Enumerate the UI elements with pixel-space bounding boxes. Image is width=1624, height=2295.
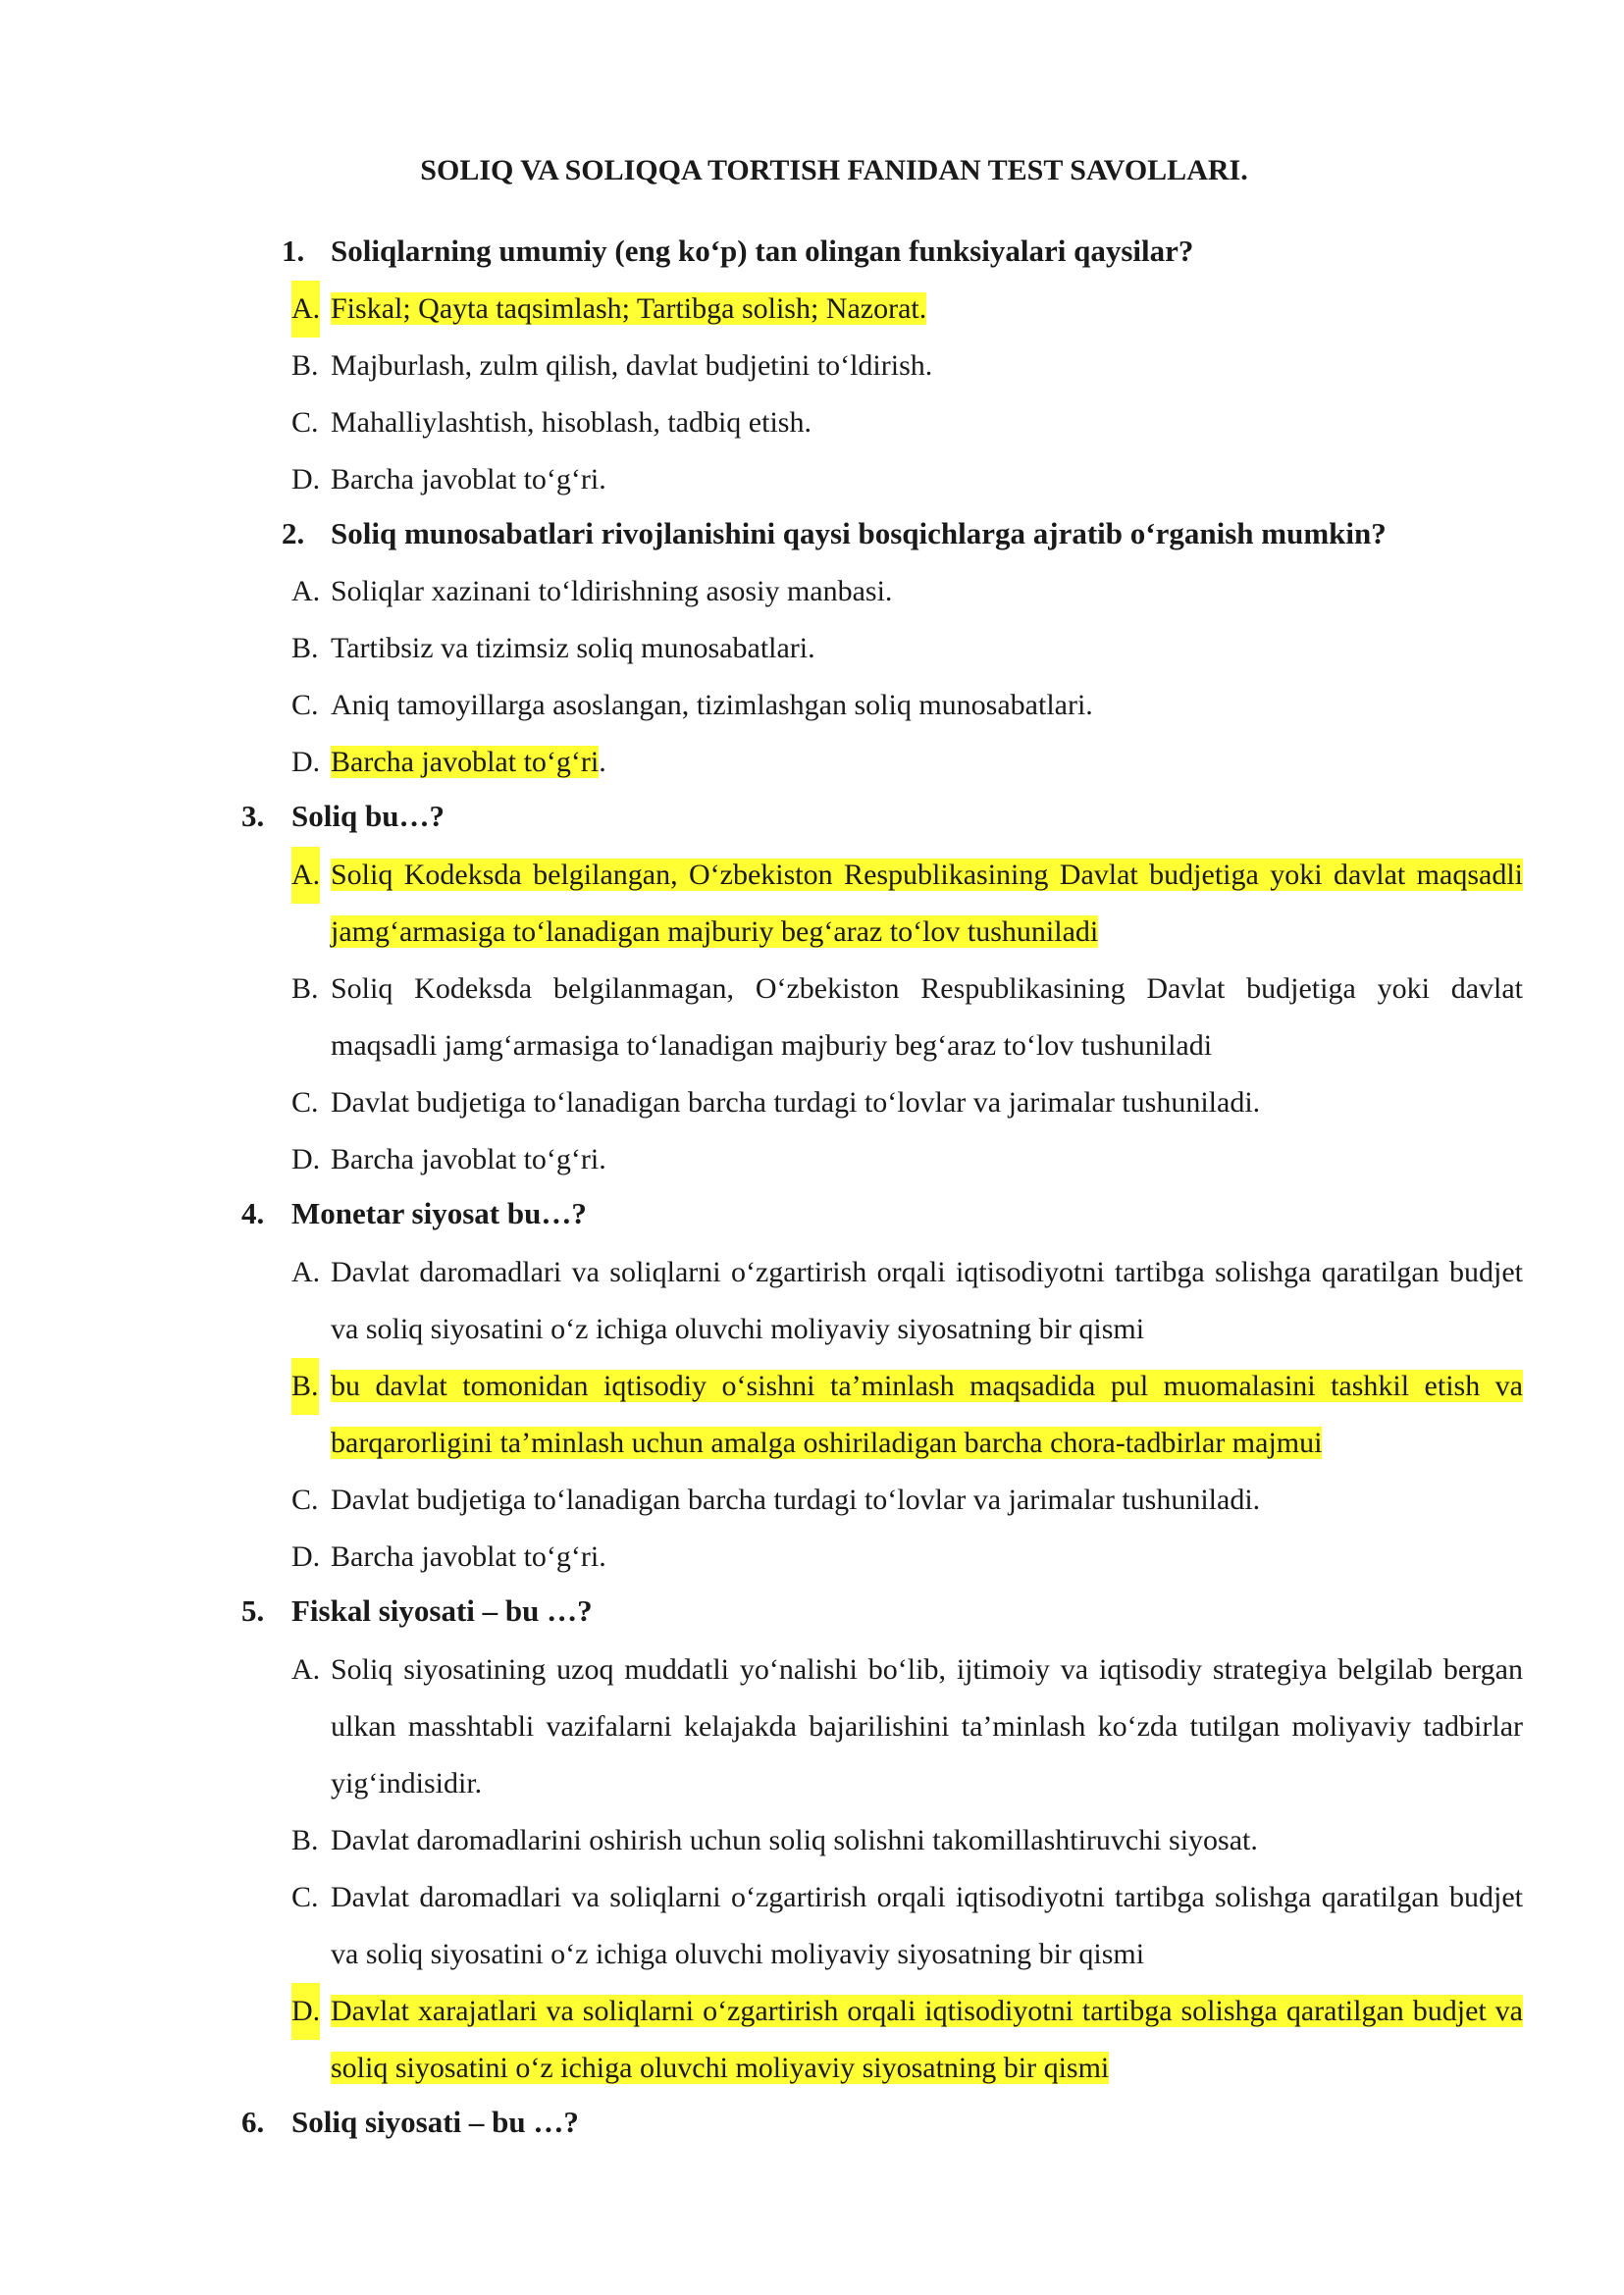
question-5 — [241, 1588, 593, 1635]
question-number: 6. — [241, 2105, 265, 2139]
option-letter: B. — [291, 1824, 319, 1856]
option-1b — [291, 338, 1523, 394]
question-number: 5. — [241, 1593, 265, 1628]
option-3d — [291, 1131, 1523, 1188]
option-text: Majburlash, zulm qilish, davlat budjetini to‘ldirish. — [331, 349, 933, 382]
option-text: Soliq siyosatining uzoq muddatli yo‘nalishi bo‘lib, ijtimoiy va iqtisodiy strategiya belgilab bergan ulkan masshtabli vazifalarni kelajakda bajarilishini ta’minlash ko‘zda tutilgan moliyaviy tadbirlar yig‘indisidir. — [331, 1653, 1523, 1799]
option-text: Barcha javoblat to‘g‘ri. — [331, 1540, 606, 1573]
option-text: Davlat budjetiga to‘lanadigan barcha turdagi to‘lovlar va jarimalar tushuniladi. — [331, 1484, 1261, 1516]
option-4a — [291, 1244, 1523, 1358]
option-text: Soliq Kodeksda belgilangan, O‘zbekiston Respublikasining Davlat budjetiga yoki davlat maqsadli jamg‘armasiga to‘lanadigan majburiy beg‘araz to‘lov tushuniladi — [331, 859, 1523, 948]
option-5d — [291, 1983, 1523, 2097]
option-3a — [291, 847, 1523, 961]
question-text: Soliq bu…? — [291, 799, 445, 833]
option-letter: C. — [291, 1881, 319, 1913]
question-number: 2. — [282, 516, 305, 550]
option-1c — [291, 394, 1523, 451]
option-text-suffix: . — [599, 746, 606, 778]
option-4b — [291, 1358, 1523, 1472]
option-letter: C. — [291, 1484, 319, 1516]
option-5a — [291, 1642, 1523, 1812]
option-3c — [291, 1074, 1523, 1131]
option-letter: B. — [291, 1358, 319, 1415]
option-text: Barcha javoblat to‘g‘ri — [331, 746, 600, 778]
option-text: Barcha javoblat to‘g‘ri. — [331, 463, 606, 496]
option-1d — [291, 451, 1523, 508]
option-letter: B. — [291, 349, 319, 382]
option-2d — [291, 734, 1523, 791]
question-text: Soliq siyosati – bu …? — [291, 2105, 579, 2139]
question-number: 1. — [282, 234, 305, 268]
option-text: Davlat budjetiga to‘lanadigan barcha turdagi to‘lovlar va jarimalar tushuniladi. — [331, 1086, 1261, 1119]
option-text: Soliq Kodeksda belgilanmagan, O‘zbekiston Respublikasining Davlat budjetiga yoki davlat maqsadli jamg‘armasiga to‘lanadigan majburiy beg‘araz to‘lov tushuniladi — [331, 972, 1523, 1062]
option-1a — [291, 281, 1523, 338]
option-letter: B. — [291, 972, 319, 1005]
option-letter: A. — [291, 1256, 321, 1288]
option-2a — [291, 563, 1523, 620]
question-number: 4. — [241, 1196, 265, 1230]
option-letter: A. — [291, 1653, 321, 1686]
question-text: Fiskal siyosati – bu …? — [291, 1593, 593, 1628]
option-letter: C. — [291, 689, 319, 721]
document-title: SOLIQ VA SOLIQQA TORTISH FANIDAN TEST SAVOLLARI. — [420, 154, 1248, 186]
question-text: Soliqlarning umumiy (eng ko‘p) tan olingan funksiyalari qaysilar? — [331, 234, 1194, 268]
option-2b — [291, 620, 1523, 677]
question-1 — [282, 228, 1194, 275]
option-text: bu davlat tomonidan iqtisodiy o‘sishni ta’minlash maqsadida pul muomalasini tashkil etish va barqarorligini ta’minlash uchun amalga oshiriladigan barcha chora-tadbirlar majmui — [331, 1370, 1523, 1459]
option-letter: C. — [291, 1086, 319, 1119]
option-text: Davlat daromadlari va soliqlarni o‘zgartirish orqali iqtisodiyotni tartibga solishga qaratilgan budjet va soliq siyosatini o‘z ichiga oluvchi moliyaviy siyosatning bir qismi — [331, 1256, 1523, 1345]
question-number: 3. — [241, 799, 265, 833]
option-letter: A. — [291, 575, 321, 607]
option-4d — [291, 1529, 1523, 1586]
option-text: Soliqlar xazinani to‘ldirishning asosiy manbasi. — [331, 575, 893, 607]
option-5c — [291, 1869, 1523, 1983]
question-text: Monetar siyosat bu…? — [291, 1196, 587, 1230]
option-2c — [291, 677, 1523, 734]
option-text: Tartibsiz va tizimsiz soliq munosabatlari. — [331, 632, 815, 664]
option-3b — [291, 961, 1523, 1074]
question-text: Soliq munosabatlari rivojlanishini qaysi bosqichlarga ajratib o‘rganish mumkin? — [331, 516, 1387, 550]
option-letter: D. — [291, 746, 321, 778]
option-letter: C. — [291, 406, 319, 439]
question-3 — [241, 793, 445, 840]
option-text: Barcha javoblat to‘g‘ri. — [331, 1143, 606, 1175]
option-letter: A. — [291, 847, 320, 904]
option-5b — [291, 1812, 1523, 1869]
option-text: Davlat daromadlari va soliqlarni o‘zgartirish orqali iqtisodiyotni tartibga solishga qaratilgan budjet va soliq siyosatini o‘z ichiga oluvchi moliyaviy siyosatning bir qismi — [331, 1881, 1523, 1970]
option-letter: D. — [291, 463, 321, 496]
question-2 — [282, 510, 1387, 557]
option-letter: A. — [291, 281, 320, 338]
option-text: Davlat daromadlarini oshirish uchun soliq solishni takomillashtiruvchi siyosat. — [331, 1824, 1258, 1856]
option-letter: D. — [291, 1540, 321, 1573]
option-letter: D. — [291, 1983, 320, 2040]
question-4 — [241, 1190, 587, 1237]
option-text: Aniq tamoyillarga asoslangan, tizimlashgan soliq munosabatlari. — [331, 689, 1093, 721]
option-text: Mahalliylashtish, hisoblash, tadbiq etish. — [331, 406, 812, 439]
option-letter: D. — [291, 1143, 321, 1175]
option-letter: B. — [291, 632, 319, 664]
option-4c — [291, 1472, 1523, 1529]
option-text: Davlat xarajatlari va soliqlarni o‘zgartirish orqali iqtisodiyotni tartibga solishga qaratilgan budjet va soliq siyosatini o‘z ichiga oluvchi moliyaviy siyosatning bir qismi — [331, 1995, 1523, 2084]
option-text: Fiskal; Qayta taqsimlash; Tartibga solish; Nazorat. — [331, 292, 927, 325]
question-6 — [241, 2099, 579, 2146]
